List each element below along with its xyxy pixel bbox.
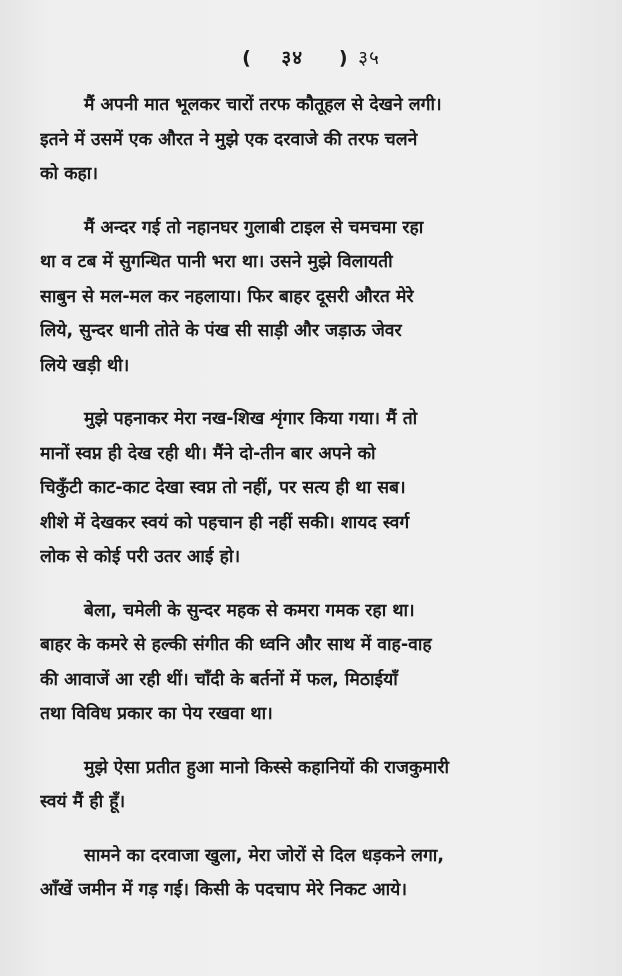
paragraph-line: मैं अन्दर गई तो नहानघर गुलाबी टाइल से चमचमा रहा [84, 217, 424, 238]
paragraph-4 [40, 594, 585, 732]
paragraph-line: लिये खड़ी थी। [40, 355, 130, 376]
paragraph-line: को कहा। [40, 164, 98, 184]
page-number-header [0, 44, 622, 70]
paragraph-line: था व टब में सुगन्धित पानी भरा था। उसने मुझे विलायती [40, 252, 393, 272]
paragraph-line: स्वयं मैं ही हूँ। [40, 792, 126, 812]
page-body [40, 88, 585, 908]
paragraph-line: लिये, सुन्दर धानी तोते के पंख सी साड़ी और जड़ाऊ जेवर [40, 321, 402, 341]
paragraph-line: सामने का दरवाजा खुला, मेरा जोरों से दिल धड़कने लगा, [84, 845, 444, 866]
handwritten-page-number: ३५ [358, 47, 380, 69]
paragraph-line: चिकुँटी काट-काट देखा स्वप्न तो नहीं, पर सत्य ही था सब। [40, 478, 406, 498]
paragraph-line: बेला, चमेली के सुन्दर महक से कमरा गमक रहा था। [84, 600, 415, 621]
paragraph-line: मुझे ऐसा प्रतीत हुआ मानो किस्से कहानियों की राजकुमारी [84, 757, 450, 778]
paragraph-line: मुझे पहनाकर मेरा नख-शिख शृंगार किया गया। मैं तो [84, 409, 418, 429]
paragraph-6 [40, 839, 585, 908]
paragraph-line: तथा विविध प्रकार का पेय रखवा था। [40, 704, 273, 724]
open-paren: ( [242, 47, 252, 69]
paragraph-line: की आवाजें आ रही थीं। चाँदी के बर्तनों में फल, मिठाईयाँ [40, 669, 398, 690]
paragraph-line: शीशे में देखकर स्वयं को पहचान ही नहीं सकी। शायद स्वर्ग [40, 512, 410, 533]
paragraph-3 [40, 402, 585, 575]
paragraph-line: लोक से कोई परी उतर आई हो। [40, 547, 241, 567]
paragraph-5 [40, 751, 585, 820]
paragraph-line: मैं अपनी मात भूलकर चारों तरफ कौतूहल से देखने लगी। [84, 95, 442, 115]
paragraph-2 [40, 211, 585, 384]
paragraph-line: आँखें जमीन में गड़ गई। किसी के पदचाप मेरे निकट आये। [40, 880, 407, 900]
close-paren: ) [338, 47, 349, 69]
paragraph-1 [40, 88, 585, 192]
paragraph-line: इतने में उसमें एक औरत ने मुझे एक दरवाजे की तरफ चलने [40, 129, 418, 150]
paragraph-line: बाहर के कमरे से हल्की संगीत की ध्वनि और साथ में वाह-वाह [40, 635, 432, 655]
printed-page-number: ३४ [281, 47, 304, 69]
paragraph-line: साबुन से मल-मल कर नहलाया। फिर बाहर दूसरी औरत मेरे [40, 286, 414, 307]
paragraph-line: मानों स्वप्न ही देख रही थी। मैंने दो-तीन बार अपने को [40, 443, 376, 464]
